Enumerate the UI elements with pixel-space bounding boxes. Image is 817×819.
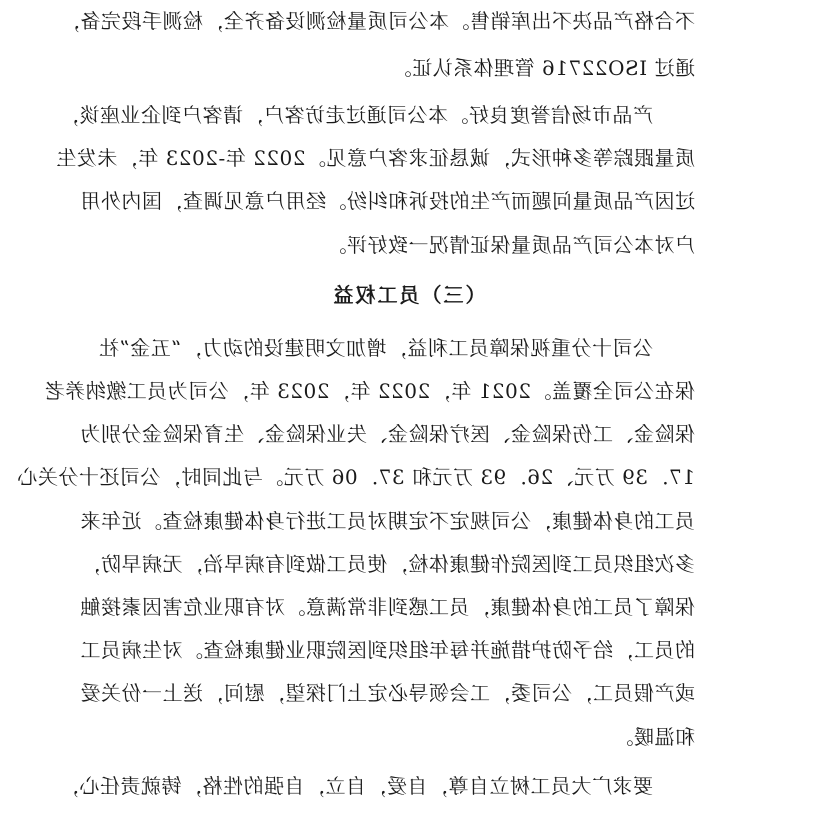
text-line: 产品市场信誉度良好。本公司通过走访客户，请客户到企业座谈，: [58, 103, 653, 127]
text-line: 公司十分重视保障员工利益，增加文明建设的动力，“五金”社: [98, 336, 653, 360]
section-heading: （三）员工权益: [331, 283, 486, 307]
text-line: 质量跟踪等多种形式，诚恳征求客户意见。2022 年-2023 年，未发生: [55, 146, 695, 170]
text-line: 通过 ISO22716 管理体系认证。: [391, 56, 695, 80]
text-line: 和温暖。: [613, 725, 695, 749]
text-line: 或产假员工，公司委，工会领导必定上门探望，慰问，送上一份关爱: [80, 681, 695, 705]
text-line: 户对本公司产品质量保证情况一致好评。: [326, 233, 695, 257]
text-line: 不合格产品决不出库销售。本公司质量检测设备齐全，检测手段完备，: [59, 9, 695, 33]
text-line: 保险金、工伤保险金、医疗保险金、失业保险金、生育保险金分别为: [80, 422, 695, 446]
text-line: 的员工，给予防护措施并每年组织到医院职业健康检查。对生病员工: [80, 638, 695, 662]
text-line: 17．39 万元、26．93 万元和 37．06 万元。与此同时，公司还十分关心: [16, 465, 695, 489]
text-line: 保障了员工的身体健康，员工感到非常满意。对有职业危害因素接触: [80, 595, 695, 619]
text-line: 保在公司全覆盖。2021 年，2022 年，2023 年，公司为员工缴纳养老: [44, 379, 695, 403]
text-line: 多次组织员工到医院作健康体检，使员工做到有病早治，无病早防，: [80, 552, 695, 576]
text-line: 员工的身体健康，公司规定不定期对员工进行身体健康检查。近年来: [80, 509, 695, 533]
text-line: 要求广大员工树立自尊，自爱，自立，自强的性格，铸就责任心，: [58, 774, 653, 798]
text-line: 过因产品质量问题而产生的投诉和纠纷。经用户意见调查，国内外用: [80, 189, 695, 213]
